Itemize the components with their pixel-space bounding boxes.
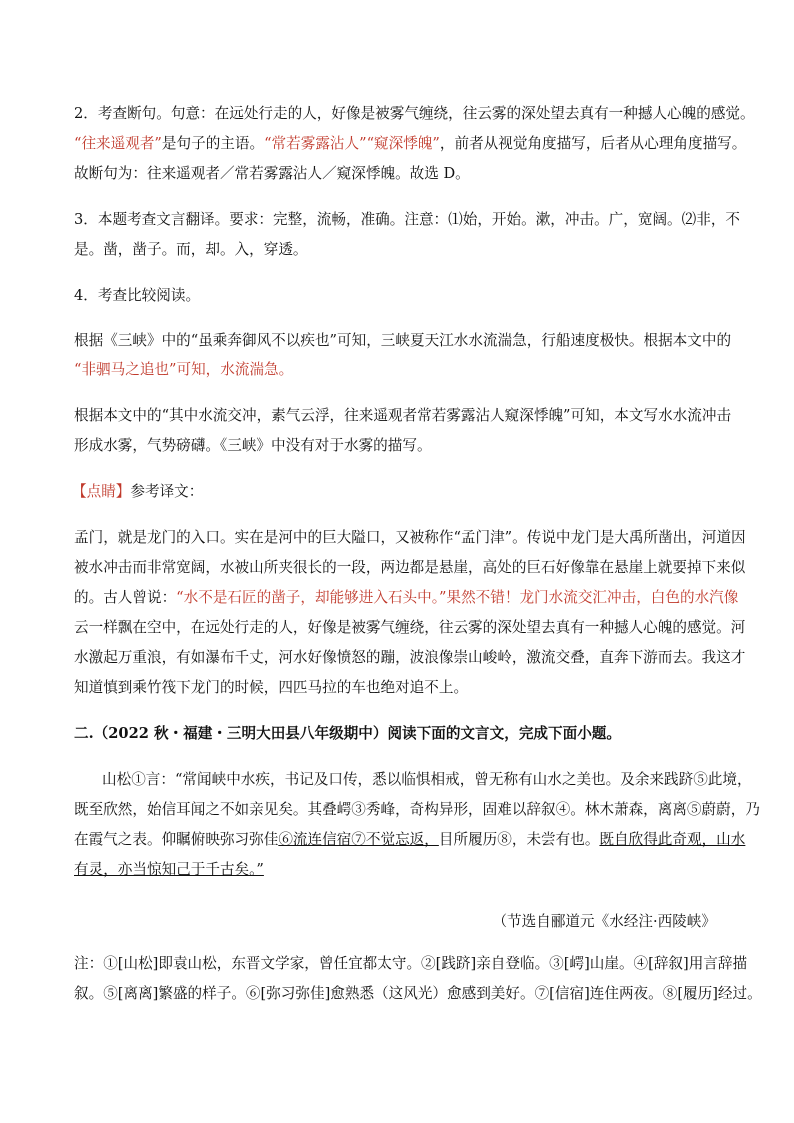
passage-line-3-underlined-2: 既自欣得此奇观，山水: [599, 831, 746, 848]
q2-line-2-text-a: 是句子的主语。: [161, 135, 265, 152]
translation-line-3-plain: 的。古人曾说：: [74, 589, 177, 606]
q4-para2-line-1: 根据本文中的“其中水流交冲，素气云浮，往来遥观者常若雾露沾人窥深悸魄”可知，本文写水水流冲击: [74, 407, 732, 424]
dianjing-text: 参考译文：: [130, 483, 204, 500]
notes-line-1: 注：①[山松]即袁山松，东晋文学家，曾任宜都太守。②[践跻]亲自登临。③[崿]山崖。④[辞叙]用言辞描: [74, 955, 748, 972]
q4-para2-line-2: 形成水雾，气势磅礴。《三峡》中没有对于水雾的描写。: [74, 437, 432, 454]
dianjing-heading: [72, 482, 203, 502]
section2-heading: 二.（2022 秋・福建・三明大田县八年级期中）阅读下面的文言文，完成下面小题。: [74, 725, 621, 742]
translation-line-1: 孟门，就是龙门的入口。实在是河中的巨大隘口，又被称作“孟门津”。传说中龙门是大禹所凿出，河道因: [74, 529, 746, 546]
notes-line-2: 叙。⑤[离离]繁盛的样子。⑥[弥习弥佳]愈熟悉（这风光）愈感到美好。⑦[信宿]连住两夜。⑧[履历]经过。: [74, 985, 762, 1002]
passage-line-3-underlined-1: ⑥流连信宿⑦不觉忘返，: [278, 831, 439, 848]
q4-para1-line-1: 根据《三峡》中的“虽乘奔御风不以疾也”可知，三峡夏天江水水流湍急，行船速度极快。根据本文中的: [74, 332, 732, 349]
q3-line-2: 是。凿，凿子。而，却。入，穿透。: [74, 241, 308, 258]
q2-line-2-text-b: ，前者从视觉角度描写，后者从心理角度描写。: [439, 135, 747, 152]
passage-line-3-a: 在霞气之表。仰瞩俯映弥习弥佳: [74, 831, 279, 848]
passage-line-2: 既至欣然，始信耳闻之不如亲见矣。其叠崿③秀峰，奇构异形，固难以辞叙④。林木萧森，离离⑤蔚蔚，乃: [74, 801, 760, 818]
translation-line-6: 知道慎到乘竹筏下龙门的时候，四匹马拉的车也绝对追不上。: [74, 679, 469, 696]
translation-line-2: 被水冲击而非常宽阔，水被山所夹很长的一段，两边都是悬崖，高处的巨石好像靠在悬崖上就要掉下来似: [74, 559, 746, 576]
translation-line-3: [74, 588, 738, 608]
q2-subject-quote: “往来遥观者”: [74, 135, 162, 152]
passage-line-3-c: 目所履历⑧，未尝有也。: [438, 831, 600, 848]
q2-line-3: 故断句为：往来遥观者／常若雾露沾人／窥深悸魄。故选 D。: [74, 165, 470, 182]
q3-line-1: 3．本题考查文言翻译。要求：完整，流畅，准确。注意：⑴始，开始。漱，冲击。广，宽阔。⑵非，不: [74, 211, 741, 228]
translation-line-5: 水激起万重浪，有如瀑布千丈，河水好像愤怒的蹦，波浪像崇山峻岭，激流交叠，直奔下游而去。我这才: [74, 649, 746, 666]
passage-line-1: 山松①言：“常闻峡中水疾，书记及口传，悉以临惧相戒，曾无称有山水之美也。及余来践跻⑤此境，: [102, 771, 752, 788]
q4-heading: 4．考查比较阅读。: [74, 287, 201, 304]
q4-para1-line-2: “非驷马之追也”可知，水流湍急。: [74, 361, 294, 378]
passage-source: （节选自郦道元《水经注·西陵峡》: [492, 913, 716, 930]
q2-line-1: 2．考查断句。句意：在远处行走的人，好像是被雾气缠绕，往云雾的深处望去真有一种撼人心魄的感觉。: [74, 105, 755, 122]
translation-line-4: 云一样飘在空中，在远处行走的人，好像是被雾气缠绕，往云雾的深处望去真有一种撼人心魄的感觉。河: [74, 619, 746, 636]
dianjing-label: 【点睛】: [72, 483, 131, 500]
passage-line-4: 有灵，亦当惊知己于千古矣。”: [74, 861, 264, 878]
q2-descriptions-quote: “常若雾露沾人”“窥深悸魄”: [264, 135, 440, 152]
translation-line-3-red: “水不是石匠的凿子，却能够进入石头中。”果然不错！龙门水流交汇冲击，白色的水汽像: [176, 589, 739, 606]
q2-line-2: [74, 134, 746, 154]
passage-line-3: [74, 830, 745, 850]
